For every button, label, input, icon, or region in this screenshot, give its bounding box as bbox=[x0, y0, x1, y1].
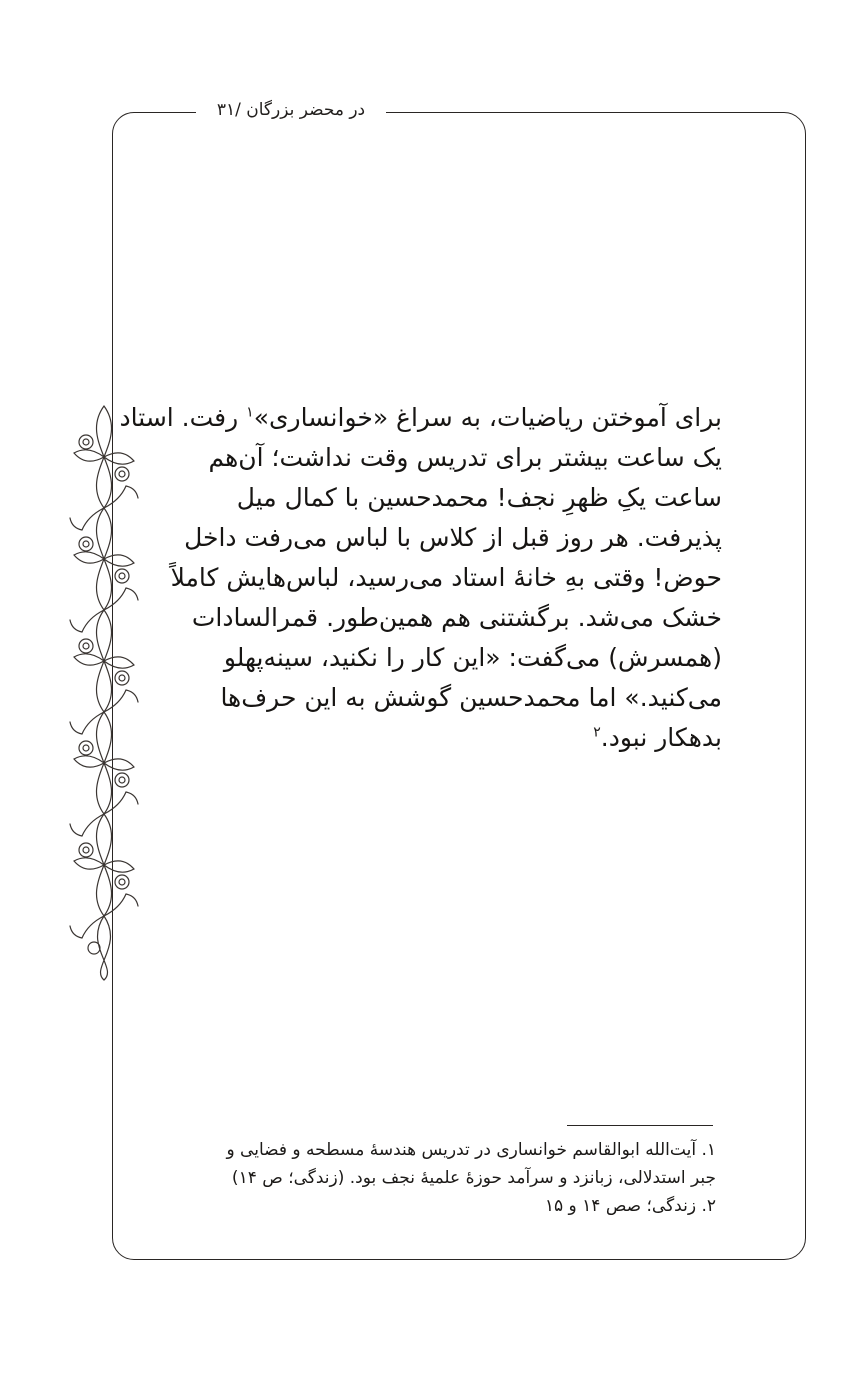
body-line-4: پذیرفت. هر روز قبل از کلاس با لباس می‌رفت داخل bbox=[184, 523, 722, 552]
running-header: در محضر بزرگان /۳۱ bbox=[196, 94, 386, 126]
body-line-2: یک ساعت بیشتر برای تدریس وقت نداشت؛ آن‌هم bbox=[208, 443, 722, 472]
body-line-3: ساعت یکِ ظهرِ نجف! محمدحسین با کمال میل bbox=[236, 483, 722, 512]
body-line-9 bbox=[200, 718, 722, 758]
footnote-ref-1: ۱ bbox=[246, 404, 254, 421]
footnote-ref-2: ۲ bbox=[593, 724, 601, 741]
body-line-8: می‌کنید.» اما محمدحسین گوشش به این حرف‌ها bbox=[220, 683, 722, 712]
body-paragraph bbox=[119, 398, 722, 758]
footnote-1-line-2: جبر استدلالی، زبانزد و سرآمد حوزهٔ علمیهٔ نجف بود. (زندگی؛ ص ۱۴) bbox=[231, 1168, 716, 1188]
body-line-5: حوض! وقتی بهِ خانهٔ استاد می‌رسید، لباس‌هایش کاملاً bbox=[170, 563, 722, 592]
floral-vine-border-icon bbox=[64, 402, 144, 984]
footnote-separator bbox=[567, 1125, 713, 1126]
body-line-7: (همسرش) می‌گفت: «این کار را نکنید، سینه‌پهلو bbox=[223, 643, 722, 672]
body-line-1-tail: رفت. استاد bbox=[119, 403, 247, 432]
footnotes bbox=[190, 1136, 716, 1220]
body-line-6: خشک می‌شد. برگشتنی هم همین‌طور. قمرالسادات bbox=[191, 603, 722, 632]
footnote-2: ۲. زندگی؛ صص ۱۴ و ۱۵ bbox=[544, 1196, 716, 1216]
body-line-9-text: بدهکار نبود. bbox=[600, 723, 722, 752]
body-line-1-text: برای آموختن ریاضیات، به سراغ «خوانساری» bbox=[253, 403, 722, 432]
footnote-1-line-1: ۱. آیت‌الله ابوالقاسم خوانساری در تدریس هندسهٔ مسطحه و فضایی و bbox=[226, 1140, 716, 1160]
body-line-1 bbox=[119, 398, 722, 438]
